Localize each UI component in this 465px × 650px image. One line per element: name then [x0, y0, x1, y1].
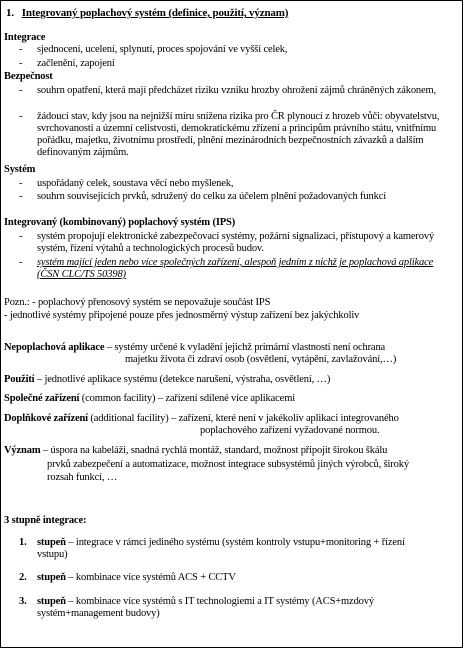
list-number: 1. — [19, 537, 27, 548]
bezpecnost-item-1: souhrn opatření, která mají předcházet riziku vzniku hrozby ohrožení zájmů chráněných zákonem, — [37, 85, 437, 96]
system-item-1: uspořádaný celek, soustava věcí nebo myšlenek, — [37, 178, 234, 189]
def-text: – úspora na kabeláži, snadná rychlá montáž, standard, možnost připojit širokou škálu — [40, 445, 388, 456]
document-title — [6, 7, 288, 19]
def-term: Doplňkové zařízení — [4, 413, 88, 424]
system-item-2: souhrn souvisejících prvků, sdružený do celku za účelem plnění požadovaných funkcí — [37, 191, 386, 202]
def-doplnkove-cont: poplachového zařízení vyžadované normou. — [200, 425, 380, 436]
stupen-1 — [37, 537, 457, 549]
def-nepoplachova — [4, 342, 385, 354]
bullet: - — [19, 231, 23, 242]
note-line-2: - jednotlivé systémy připojené pouze přes jednosměrný výstup zařízení bez jakýchkoliv — [4, 310, 360, 321]
bullet: - — [19, 44, 23, 55]
def-term: Význam — [4, 445, 41, 456]
def-pouziti — [4, 374, 330, 386]
def-text: – jednotlivé aplikace systému (detekce narušení, výstraha, osvětlení, …) — [34, 374, 331, 385]
title-number: 1. — [6, 7, 14, 19]
heading-system: Systém — [4, 164, 36, 175]
heading-stupne: 3 stupně integrace: — [4, 515, 87, 526]
stupen-2 — [37, 572, 457, 584]
stupen-label: stupeň — [37, 537, 66, 548]
def-text: (common facility) – zařízení sdílené více aplikacemi — [79, 393, 295, 404]
list-number: 2. — [19, 572, 27, 583]
bezpecnost-item-2: žádoucí stav, kdy jsou na nejnižší míru snížena rizika pro ČR plynoucí z hrozeb vůči: obyvatelstvu, svrchovanosti a územní celistvosti, demokratickému zřízení a principům právního státu, vnitřnímu pořádku, majetku, životnímu prostředí, plnění mezinárodních bezpečnostních závazků a dalším definovaným zájmům. — [37, 111, 440, 158]
heading-ips: Integrovaný (kombinovaný) poplachový systém (IPS) — [4, 217, 236, 228]
stupen-1-cont: vstupu) — [37, 549, 68, 560]
title-text: Integrovaný poplachový systém (definice, použití, význam) — [21, 7, 289, 19]
bullet: - — [19, 191, 23, 202]
def-doplnkove — [4, 413, 399, 425]
def-text: (additional facility) – zařízení, které není v jakékoliv aplikaci integrovaného — [87, 413, 399, 424]
ips-item-1: systém propojují elektronické zabezpečovací systémy, požární signalizaci, přístupový a kamerový systém, řízení výtahů a technologických procesů budov. — [37, 231, 435, 254]
def-term: Použití — [4, 374, 35, 385]
note-line-1: Pozn.: - poplachový přenosový systém se nepovažuje součást IPS — [4, 297, 271, 308]
stupen-text: – kombinace více systémů s IT technologiemi a IT systémy (ACS+mzdový — [65, 596, 374, 607]
heading-integrace: Integrace — [4, 32, 46, 43]
list-number: 3. — [19, 596, 27, 607]
stupen-text: – integrace v rámci jediného systému (systém kontroly vstupu+monitoring + řízení — [65, 537, 405, 548]
def-nepoplachova-cont: majetku života či zdraví osob (osvětlení, vytápění, zavlažování,…) — [125, 354, 397, 365]
bullet: - — [19, 111, 23, 122]
stupen-3-cont: systém+management budovy) — [37, 608, 160, 619]
def-vyznam-cont-1: prvků zabezpečení a automatizace, možnost integrace subsystémů jiných výrobců, široký — [47, 459, 409, 470]
def-term: Nepoplachová aplikace — [4, 342, 105, 353]
def-spolecne — [4, 393, 295, 405]
integrace-item-2: začlenění, zapojení — [37, 58, 115, 69]
def-vyznam-cont-2: rozsah funkcí, … — [47, 472, 118, 483]
def-text: – systémy určené k vyladění jejichž primární vlastností není ochrana — [104, 342, 386, 353]
stupen-label: stupeň — [37, 572, 66, 583]
heading-bezpecnost: Bezpečnost — [4, 71, 53, 82]
def-vyznam — [4, 445, 387, 457]
stupen-label: stupeň — [37, 596, 66, 607]
stupen-3 — [37, 596, 457, 608]
stupen-text: – kombinace více systémů ACS + CCTV — [65, 572, 236, 583]
bullet: - — [19, 85, 23, 96]
bullet: - — [19, 178, 23, 189]
integrace-item-1: sjednocení, ucelení, splynutí, proces spojování ve vyšší celek, — [37, 44, 288, 55]
ips-item-2: systém mající jeden nebo více společných zařízení, alespoň jedním z nichž je poplachová aplikace (ČSN CLC/TS 50398) — [37, 257, 434, 280]
bullet: - — [19, 58, 23, 69]
def-term: Společné zařízení — [4, 393, 80, 404]
bullet: - — [19, 257, 23, 268]
